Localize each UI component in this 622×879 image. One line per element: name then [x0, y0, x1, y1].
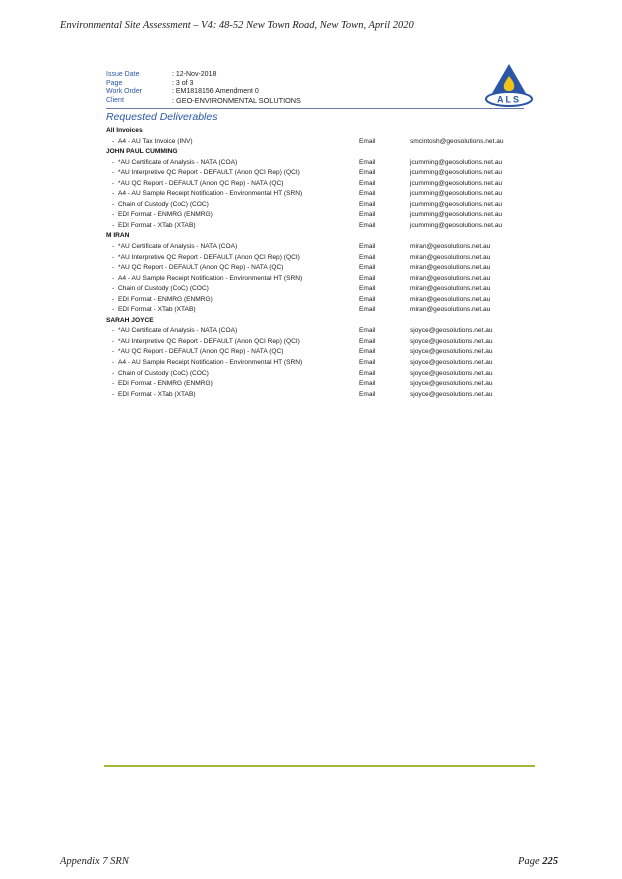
deliverables-list — [106, 126, 526, 400]
deliverable-description-text: *AU Interpretive QC Report - DEFAULT (Anon QCI Rep) (QCI) — [118, 253, 300, 261]
bullet-dash: - — [112, 348, 115, 356]
deliverable-description — [112, 168, 300, 179]
recipient-email: miran@geosolutions.net.au — [410, 306, 491, 314]
deliverable-row — [106, 295, 526, 306]
running-header: Environmental Site Assessment – V4: 48-52 New Town Road, New Town, April 2020 — [60, 20, 414, 31]
delivery-method: Email — [359, 137, 376, 145]
deliverable-description-text: Chain of Custody (CoC) (COC) — [118, 200, 209, 208]
meta-value: : EM1818156 Amendment 0 — [172, 88, 259, 95]
deliverable-description — [112, 284, 209, 295]
deliverable-description — [112, 369, 209, 380]
deliverable-description — [112, 326, 237, 337]
delivery-method: Email — [359, 221, 376, 229]
deliverable-description-text: *AU QC Report - DEFAULT (Anon QC Rep) - NATA (QC) — [118, 264, 284, 272]
recipient-group-heading: M IRAN — [106, 232, 130, 240]
deliverable-description — [112, 158, 237, 169]
report-meta — [106, 71, 526, 105]
deliverable-description — [112, 305, 196, 316]
deliverable-description-text: A4 - AU Sample Receipt Notification - Environmental HT (SRN) — [118, 274, 303, 282]
als-logo-icon — [484, 62, 534, 108]
meta-value: : 12-Nov-2018 — [172, 71, 217, 78]
deliverable-description — [112, 295, 213, 306]
delivery-method: Email — [359, 369, 376, 377]
delivery-method: Email — [359, 337, 376, 345]
deliverable-row — [106, 337, 526, 348]
footer-divider — [104, 765, 535, 767]
recipient-email: jcumming@geosolutions.net.au — [410, 211, 503, 219]
deliverable-description-text: EDI Format - ENMRG (ENMRG) — [118, 295, 213, 303]
delivery-method: Email — [359, 211, 376, 219]
deliverable-description-text: EDI Format - XTab (XTAB) — [118, 221, 196, 229]
deliverable-description-text: A4 - AU Sample Receipt Notification - Environmental HT (SRN) — [118, 359, 303, 367]
bullet-dash: - — [112, 337, 115, 345]
deliverable-description-text: Chain of Custody (CoC) (COC) — [118, 369, 209, 377]
delivery-method: Email — [359, 359, 376, 367]
deliverable-description — [112, 137, 193, 148]
recipient-email: sjoyce@geosolutions.net.au — [410, 369, 493, 377]
recipient-email: sjoyce@geosolutions.net.au — [410, 359, 493, 367]
bullet-dash: - — [112, 274, 115, 282]
footer-appendix: Appendix 7 SRN — [60, 856, 129, 867]
deliverable-description — [112, 379, 213, 390]
deliverable-description — [112, 390, 196, 401]
recipient-email: jcumming@geosolutions.net.au — [410, 179, 503, 187]
deliverable-description-text: *AU QC Report - DEFAULT (Anon QC Rep) - NATA (QC) — [118, 348, 284, 356]
deliverable-description-text: EDI Format - XTab (XTAB) — [118, 306, 196, 314]
deliverable-row — [106, 221, 526, 232]
bullet-dash: - — [112, 253, 115, 261]
deliverable-row — [106, 274, 526, 285]
meta-value: : GEO-ENVIRONMENTAL SOLUTIONS — [172, 95, 301, 105]
bullet-dash: - — [112, 221, 115, 229]
bullet-dash: - — [112, 211, 115, 219]
recipient-email: miran@geosolutions.net.au — [410, 295, 491, 303]
meta-value: : 3 of 3 — [172, 79, 194, 87]
deliverable-row — [106, 158, 526, 169]
deliverable-row — [106, 263, 526, 274]
deliverable-row — [106, 390, 526, 401]
delivery-method: Email — [359, 179, 376, 187]
footer-page-number: 225 — [542, 856, 558, 867]
deliverable-row — [106, 200, 526, 211]
deliverable-description-text: EDI Format - ENMRG (ENMRG) — [118, 380, 213, 388]
deliverable-row — [106, 305, 526, 316]
deliverable-description — [112, 200, 209, 211]
delivery-method: Email — [359, 348, 376, 356]
delivery-method: Email — [359, 169, 376, 177]
deliverable-description — [112, 221, 196, 232]
footer-page-prefix: Page — [518, 856, 543, 867]
delivery-method: Email — [359, 243, 376, 251]
deliverable-description-text: EDI Format - ENMRG (ENMRG) — [118, 211, 213, 219]
deliverable-description — [112, 253, 300, 264]
bullet-dash: - — [112, 137, 115, 145]
delivery-method: Email — [359, 264, 376, 272]
recipient-email: miran@geosolutions.net.au — [410, 274, 491, 282]
meta-issue-date — [106, 71, 526, 80]
deliverable-row — [106, 189, 526, 200]
deliverable-description-text: *AU QC Report - DEFAULT (Anon QC Rep) - NATA (QC) — [118, 179, 284, 187]
recipient-email: sjoyce@geosolutions.net.au — [410, 348, 493, 356]
recipient-group-heading: All Invoices — [106, 127, 143, 134]
deliverable-description — [112, 274, 302, 285]
bullet-dash: - — [112, 169, 115, 177]
delivery-method: Email — [359, 306, 376, 314]
meta-work-order — [106, 88, 526, 97]
delivery-method: Email — [359, 295, 376, 303]
bullet-dash: - — [112, 179, 115, 187]
bullet-dash: - — [112, 369, 115, 377]
meta-label: Work Order — [106, 88, 143, 95]
delivery-method: Email — [359, 190, 376, 198]
footer-page — [518, 856, 558, 867]
recipient-email: jcumming@geosolutions.net.au — [410, 169, 503, 177]
bullet-dash: - — [112, 190, 115, 198]
recipient-group-heading: SARAH JOYCE — [106, 316, 154, 324]
recipient-email: sjoyce@geosolutions.net.au — [410, 337, 493, 345]
meta-page — [106, 80, 526, 89]
deliverable-description — [112, 358, 302, 369]
bullet-dash: - — [112, 243, 115, 251]
delivery-method: Email — [359, 390, 376, 398]
recipient-email: sjoyce@geosolutions.net.au — [410, 327, 493, 335]
bullet-dash: - — [112, 359, 115, 367]
deliverable-description-text: A4 - AU Tax Invoice (INV) — [118, 137, 193, 145]
bullet-dash: - — [112, 390, 115, 398]
section-title: Requested Deliverables — [106, 111, 218, 123]
deliverable-description — [112, 242, 237, 253]
deliverable-description-text: *AU Certificate of Analysis - NATA (COA) — [118, 243, 238, 251]
delivery-method: Email — [359, 158, 376, 166]
bullet-dash: - — [112, 158, 115, 166]
delivery-method: Email — [359, 253, 376, 261]
recipient-email: jcumming@geosolutions.net.au — [410, 158, 503, 166]
deliverable-row — [106, 358, 526, 369]
deliverable-row — [106, 284, 526, 295]
deliverable-description — [112, 189, 302, 200]
bullet-dash: - — [112, 285, 115, 293]
deliverable-row — [106, 242, 526, 253]
recipient-email: miran@geosolutions.net.au — [410, 264, 491, 272]
deliverable-row — [106, 253, 526, 264]
bullet-dash: - — [112, 327, 115, 335]
recipient-email: miran@geosolutions.net.au — [410, 285, 491, 293]
recipient-email: jcumming@geosolutions.net.au — [410, 221, 503, 229]
recipient-email: sjoyce@geosolutions.net.au — [410, 390, 493, 398]
deliverable-description-text: *AU Interpretive QC Report - DEFAULT (Anon QCI Rep) (QCI) — [118, 169, 300, 177]
deliverable-description — [112, 347, 284, 358]
deliverable-description — [112, 263, 284, 274]
deliverable-description-text: EDI Format - XTab (XTAB) — [118, 390, 196, 398]
meta-label: Issue Date — [106, 71, 140, 78]
meta-label: Page — [106, 79, 123, 87]
deliverable-description-text: *AU Certificate of Analysis - NATA (COA) — [118, 158, 238, 166]
deliverable-description — [112, 210, 213, 221]
recipient-email: jcumming@geosolutions.net.au — [410, 200, 503, 208]
recipient-email: jcumming@geosolutions.net.au — [410, 190, 503, 198]
delivery-method: Email — [359, 274, 376, 282]
deliverable-description-text: Chain of Custody (CoC) (COC) — [118, 285, 209, 293]
recipient-email: miran@geosolutions.net.au — [410, 243, 491, 251]
recipient-group-heading: JOHN PAUL CUMMING — [106, 148, 178, 156]
bullet-dash: - — [112, 295, 115, 303]
deliverable-description — [112, 337, 300, 348]
delivery-method: Email — [359, 380, 376, 388]
recipient-email: sjoyce@geosolutions.net.au — [410, 380, 493, 388]
delivery-method: Email — [359, 200, 376, 208]
recipient-email: smcintosh@geosolutions.net.au — [410, 137, 504, 145]
bullet-dash: - — [112, 306, 115, 314]
deliverable-row — [106, 137, 526, 148]
deliverable-row — [106, 347, 526, 358]
als-logo — [484, 62, 534, 108]
deliverable-row — [106, 168, 526, 179]
deliverable-description — [112, 179, 284, 190]
bullet-dash: - — [112, 200, 115, 208]
meta-divider — [106, 108, 524, 109]
deliverable-row — [106, 210, 526, 221]
delivery-method: Email — [359, 285, 376, 293]
deliverable-description-text: A4 - AU Sample Receipt Notification - Environmental HT (SRN) — [118, 190, 303, 198]
recipient-email: miran@geosolutions.net.au — [410, 253, 491, 261]
delivery-method: Email — [359, 327, 376, 335]
meta-label: Client — [106, 96, 124, 104]
deliverable-row — [106, 326, 526, 337]
bullet-dash: - — [112, 380, 115, 388]
logo-text: ALS — [497, 94, 521, 105]
deliverable-description-text: *AU Certificate of Analysis - NATA (COA) — [118, 327, 238, 335]
deliverable-row — [106, 179, 526, 190]
deliverable-description-text: *AU Interpretive QC Report - DEFAULT (Anon QCI Rep) (QCI) — [118, 337, 300, 345]
bullet-dash: - — [112, 264, 115, 272]
deliverable-row — [106, 369, 526, 380]
deliverable-row — [106, 379, 526, 390]
meta-client — [106, 97, 526, 106]
